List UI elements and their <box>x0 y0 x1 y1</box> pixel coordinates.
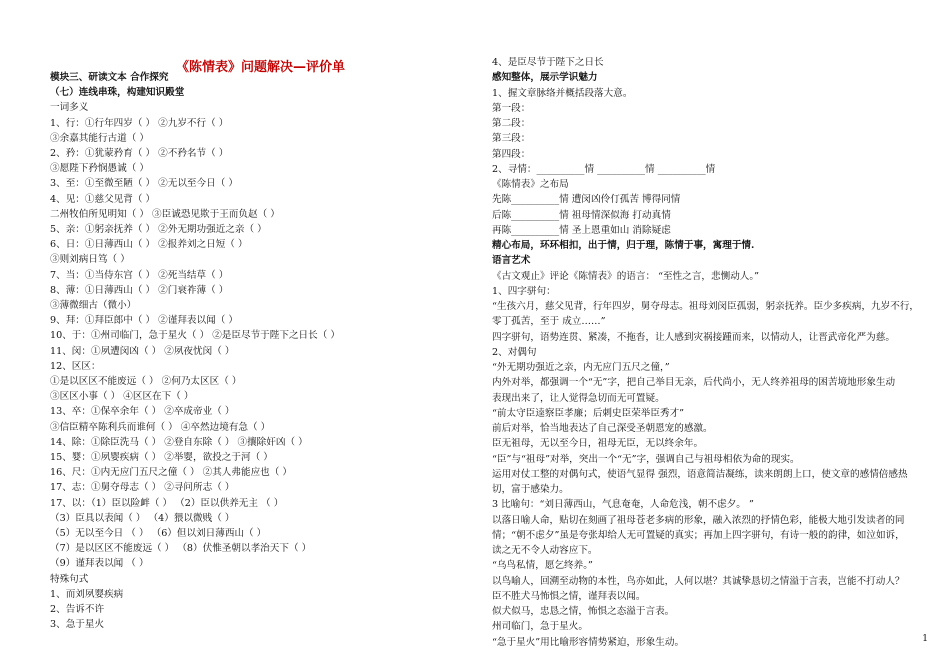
right-text-line: 1、四字骈句： <box>492 285 556 297</box>
right-text-line: 《古文观止》评论《陈情表》的语言： “至性之言，悲恻动人。” <box>492 270 760 282</box>
left-text-line: （7）是以区区不能废远（ ） （8）伏惟圣朝以孝治天下（ ） <box>50 543 312 555</box>
right-text-line: 2、对偶句 <box>492 346 537 358</box>
left-text-line: 二州牧伯所见明知（ ） ③臣诚恐见欺于王而负赵（ ） <box>50 208 280 220</box>
right-text-line: “急于星火”用比喻形容情势紧迫，形象生动。 <box>492 636 685 648</box>
left-text-line: 15、婴：①夙婴疾病（ ） ②举婴，欲投之于河（ ） <box>50 452 273 463</box>
right-text-line: “生孩六月，慈父见背，行年四岁，舅夺母志。祖母刘闵臣孤弱，躬亲抚养。臣少多疾病，九岁不行， <box>492 301 920 312</box>
left-text-line: 11、闵：①夙遭闵凶（ ） ②夙夜忧闵（ ） <box>50 345 235 357</box>
left-text-line: 16、尺：①内无应门五尺之僮（ ） ②其人弗能应也（ ） <box>50 467 293 479</box>
right-text-line: 语言艺术 <box>492 255 531 267</box>
left-text-line: （5）无以至今日 （ ） （6）但以刘日薄西山（ ） <box>50 528 267 539</box>
right-text-line: 臣无祖母，无以至今日，祖母无臣，无以终余年。 <box>492 438 704 450</box>
right-text-line: 后陈__________情 祖母情深似海 打动真情 <box>492 209 671 221</box>
left-text-line: 9、拜：①拜臣郎中（ ） ②谨拜表以闻（ ） <box>50 315 238 327</box>
left-text-line: ①是以区区不能废远（ ） ②何乃太区区（ ） <box>50 376 242 387</box>
right-text-line: 第三段： <box>492 133 531 145</box>
left-text-line: 14、除：①除臣洗马（ ） ②登自东除（ ） ③攘除奸凶（ ） <box>50 436 308 448</box>
left-text-line: 5、亲：①躬亲抚养（ ） ②外无期功强近之亲（ ） <box>50 224 267 235</box>
left-text-line: （3）臣具以表闻（ ） （4）猥以微贱（ ） <box>50 512 235 524</box>
left-text-line: ③则刘病日笃（ ） <box>50 254 130 266</box>
left-text-line: 4、见：①慈父见背（ ） <box>50 193 156 205</box>
right-text-line: “前太守臣逵察臣孝廉；后刺史臣荣举臣秀才” <box>492 407 685 419</box>
left-text-line: 3、急于星火 <box>50 619 105 631</box>
left-text-line: 2、矜：①犹蒙矜育（ ） ②不矜名节（ ） <box>50 148 229 159</box>
right-text-line: 运用对仗工整的对偶句式，使语气显得 强烈，语意简洁凝练，读来朗朗上口，使文章的感情倍感热 <box>492 468 908 480</box>
left-text-line: 13、卒：①保卒余年（ ） ②卒成帝业（ ） <box>50 406 235 418</box>
right-text-line: 精心布局，环环相扣，出于情，归于理，陈情于事，寓理于情. <box>492 240 755 251</box>
left-text-line: 1、行：①行年四岁（ ） ②九岁不行（ ） <box>50 117 229 129</box>
right-text-line: 读之无不令人动容应下。 <box>492 545 598 556</box>
right-text-line: 以落日喻人命，贴切在刻画了祖母苍老多病的形象，融入浓烈的抒情色彩，能极大地引发读者的同 <box>492 514 905 526</box>
right-text-line: 《陈情表》之布局 <box>492 179 569 190</box>
left-text-line: 3、至：①至微至陋（ ） ②无以至今日（ ） <box>50 178 238 190</box>
left-text-line: 10、于：①州司临门，急于星火（ ） ②是臣尽节于陛下之日长（ ） <box>50 330 340 342</box>
right-text-line: 以鸟喻人，回溯至动物的本性，鸟亦如此，人何以堪？其诚挚恳切之情溢于言表，岂能不打动人？ <box>492 575 905 587</box>
left-text-line: 特殊句式 <box>50 573 89 585</box>
left-text-line: 2、告诉不许 <box>50 604 105 615</box>
right-text-line: 臣不胜犬马怖惧之情，谨拜表以闻。 <box>492 590 646 602</box>
left-text-line: ③余嘉其能行古道（ ） <box>50 132 149 144</box>
right-text-line: 内外对举，都强调一个“无”字，把自己举目无亲，后代尚小，无人终养祖母的困苦境地形象生动 <box>492 377 896 389</box>
left-text-line: ③区区小事（ ） ④区区在下（ ） <box>50 391 194 403</box>
right-text-line: 四字骈句，语势连贯、紧凑，不拖沓，让人感到灾祸接踵而来，以情动人，让晋武帝化严为慈。 <box>492 331 895 343</box>
left-text-line: 7、当：①当侍东宫（ ） ②死当结草（ ） <box>50 269 229 281</box>
right-text-line: 切，富于感染力。 <box>492 484 569 495</box>
right-text-line: 第四段： <box>492 148 531 160</box>
right-text-line: 第一段： <box>492 102 531 114</box>
left-text-line: （9）谨拜表以闻 （ ） <box>50 558 149 570</box>
right-text-line: 4、是臣尽节于陛下之日长 <box>492 57 604 68</box>
left-text-line: （七）连线串珠，构建知识殿堂 <box>50 87 185 99</box>
right-text-line: 情；“朝不虑夕”虽是夸张却给人无可置疑的真实；再加上四字骈句，有诗一般的韵律，如泣如诉， <box>492 529 905 541</box>
left-text-line: ③信臣精卒陈利兵而谁何（ ） ④卒然边境有急（ ） <box>50 421 271 433</box>
right-text-line: 前后对举，恰当地表达了自己深受圣朝恩宠的感激。 <box>492 423 713 434</box>
right-text-line: 先陈__________情 遭闵凶伶仃孤苦 博得同情 <box>492 194 681 206</box>
right-text-line: “外无期功强近之亲，内无应门五尺之僮，” <box>492 362 670 373</box>
page-number: 1 <box>922 634 928 644</box>
right-text-line: 1、握文章脉络并概括段落大意。 <box>492 87 633 99</box>
left-text-line: 6、日：①日薄西山（ ） ②报养刘之日短（ ） <box>50 239 248 251</box>
right-text-line: 2、寻情：__________情 __________情 __________情 <box>492 163 716 175</box>
right-text-line: 第二段： <box>492 118 531 129</box>
left-text-line: 12、区区： <box>50 360 101 372</box>
left-text-line: 17、以：（1）臣以险衅（ ） （2）臣以供养无主 （ ） <box>50 497 284 509</box>
right-text-line: “乌鸟私情，愿乞终养。” <box>492 560 593 572</box>
right-text-line: 州司临门，急于星火。 <box>492 621 588 633</box>
left-text-line: 模块三、研读文本 合作探究 <box>50 72 169 83</box>
left-text-line: ③愿陛下矜悯愚诚（ ） <box>50 163 149 175</box>
right-text-line: 感知整体，展示学识魅力 <box>492 72 598 84</box>
left-text-line: 一词多义 <box>50 102 89 114</box>
left-text-line: 17、志：①舅夺母志（ ） ②寻问所志（ ） <box>50 482 235 494</box>
document-title: 《陈情表》问题解决—评价单 <box>176 60 346 75</box>
right-text-line: 再陈__________情 圣上恩重如山 消除疑虑 <box>492 224 671 236</box>
right-text-line: 似犬似马，忠恳之情，怖惧之态溢于言表。 <box>492 606 675 617</box>
right-text-line: 零丁孤苦，至于 成立……” <box>492 316 606 328</box>
left-text-line: 8、薄：①日薄西山（ ） ②门衰祚薄（ ） <box>50 284 229 296</box>
left-text-line: 1、而刘夙婴疾病 <box>50 588 124 600</box>
right-text-line: “臣”与“祖母”对举，突出一个“无”字，强调自己与祖母相依为命的现实。 <box>492 453 800 465</box>
right-text-line: 表现出来了，让人觉得急切而无可置疑。 <box>492 392 665 404</box>
right-text-line: 3 比喻句：“刘日薄西山，气息奄奄，人命危浅，朝不虑夕。 ” <box>492 499 754 511</box>
left-text-line: ③薄微细古（微小） <box>50 300 137 311</box>
